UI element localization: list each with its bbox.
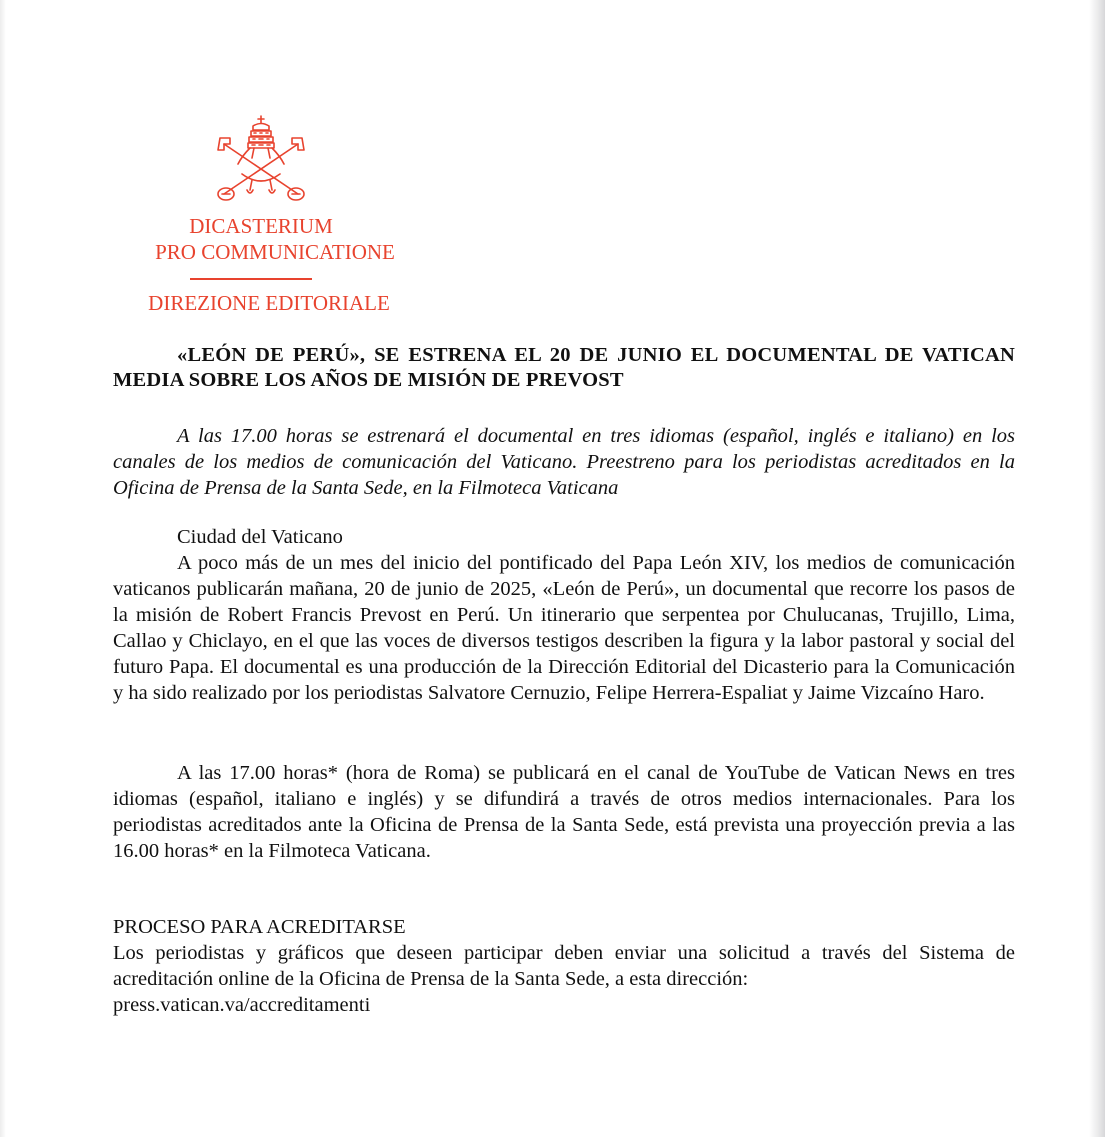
letterhead-pro-communicatione: PRO COMMUNICATIONE — [155, 240, 395, 264]
dateline: Ciudad del Vaticano — [177, 526, 343, 548]
page-edge-right — [1089, 0, 1105, 1137]
page-edge-left — [0, 0, 6, 1137]
body-paragraph-2: A las 17.00 horas* (hora de Roma) se publicará en el canal de YouTube de Vatican News en tres idiomas (español, italiano e inglés) y se difundirá a través de otros medios internacionales. Para los periodistas acreditados ante la Oficina de Prensa de la Santa Sede, está prevista una proyección previa a las 16.00 horas* en la Filmoteca Vaticana. — [113, 762, 1015, 862]
press-release-headline: «LEÓN DE PERÚ», SE ESTRENA EL 20 DE JUNIO EL DOCUMENTAL DE VATICAN MEDIA SOBRE LOS AÑOS DE MISIÓN DE PREVOST — [113, 344, 1015, 391]
letterhead-dicasterium: DICASTERIUM — [189, 214, 333, 238]
letterhead-divider — [190, 278, 312, 280]
accreditation-title: PROCESO PARA ACREDITARSE — [113, 916, 406, 938]
accreditation-link[interactable]: press.vatican.va/accreditamenti — [113, 994, 371, 1016]
body-paragraph-1: A poco más de un mes del inicio del pontificado del Papa León XIV, los medios de comunicación vaticanos publicarán mañana, 20 de junio de 2025, «León de Perú», un documental que recorre los pasos de la misión de Robert Francis Prevost en Perú. Un itinerario que serpentea por Chulucanas, Trujillo, Lima, Callao y Chiclayo, en el que las voces de diversos testigos describen la figura y la labor pastoral y social del futuro Papa. El documental es una producción de la Dirección Editorial del Dicasterio para la Comunicación y ha sido realizado por los periodistas Salvatore Cernuzio, Felipe Herrera-Espaliat y Jaime Vizcaíno Haro. — [113, 552, 1015, 704]
accreditation-text: Los periodistas y gráficos que deseen participar deben enviar una solicitud a través del Sistema de acreditación online de la Oficina de Prensa de la Santa Sede, a esta dirección: — [113, 942, 1015, 990]
letterhead-direzione-editoriale: DIREZIONE EDITORIALE — [148, 291, 390, 315]
papal-coat-of-arms-icon — [212, 114, 310, 202]
press-release-lead: A las 17.00 horas se estrenará el documental en tres idiomas (español, inglés e italiano) en los canales de los medios de comunicación del Vaticano. Preestreno para los periodistas acreditados en la Oficina de Prensa de la Santa Sede, en la Filmoteca Vaticana — [113, 425, 1015, 499]
